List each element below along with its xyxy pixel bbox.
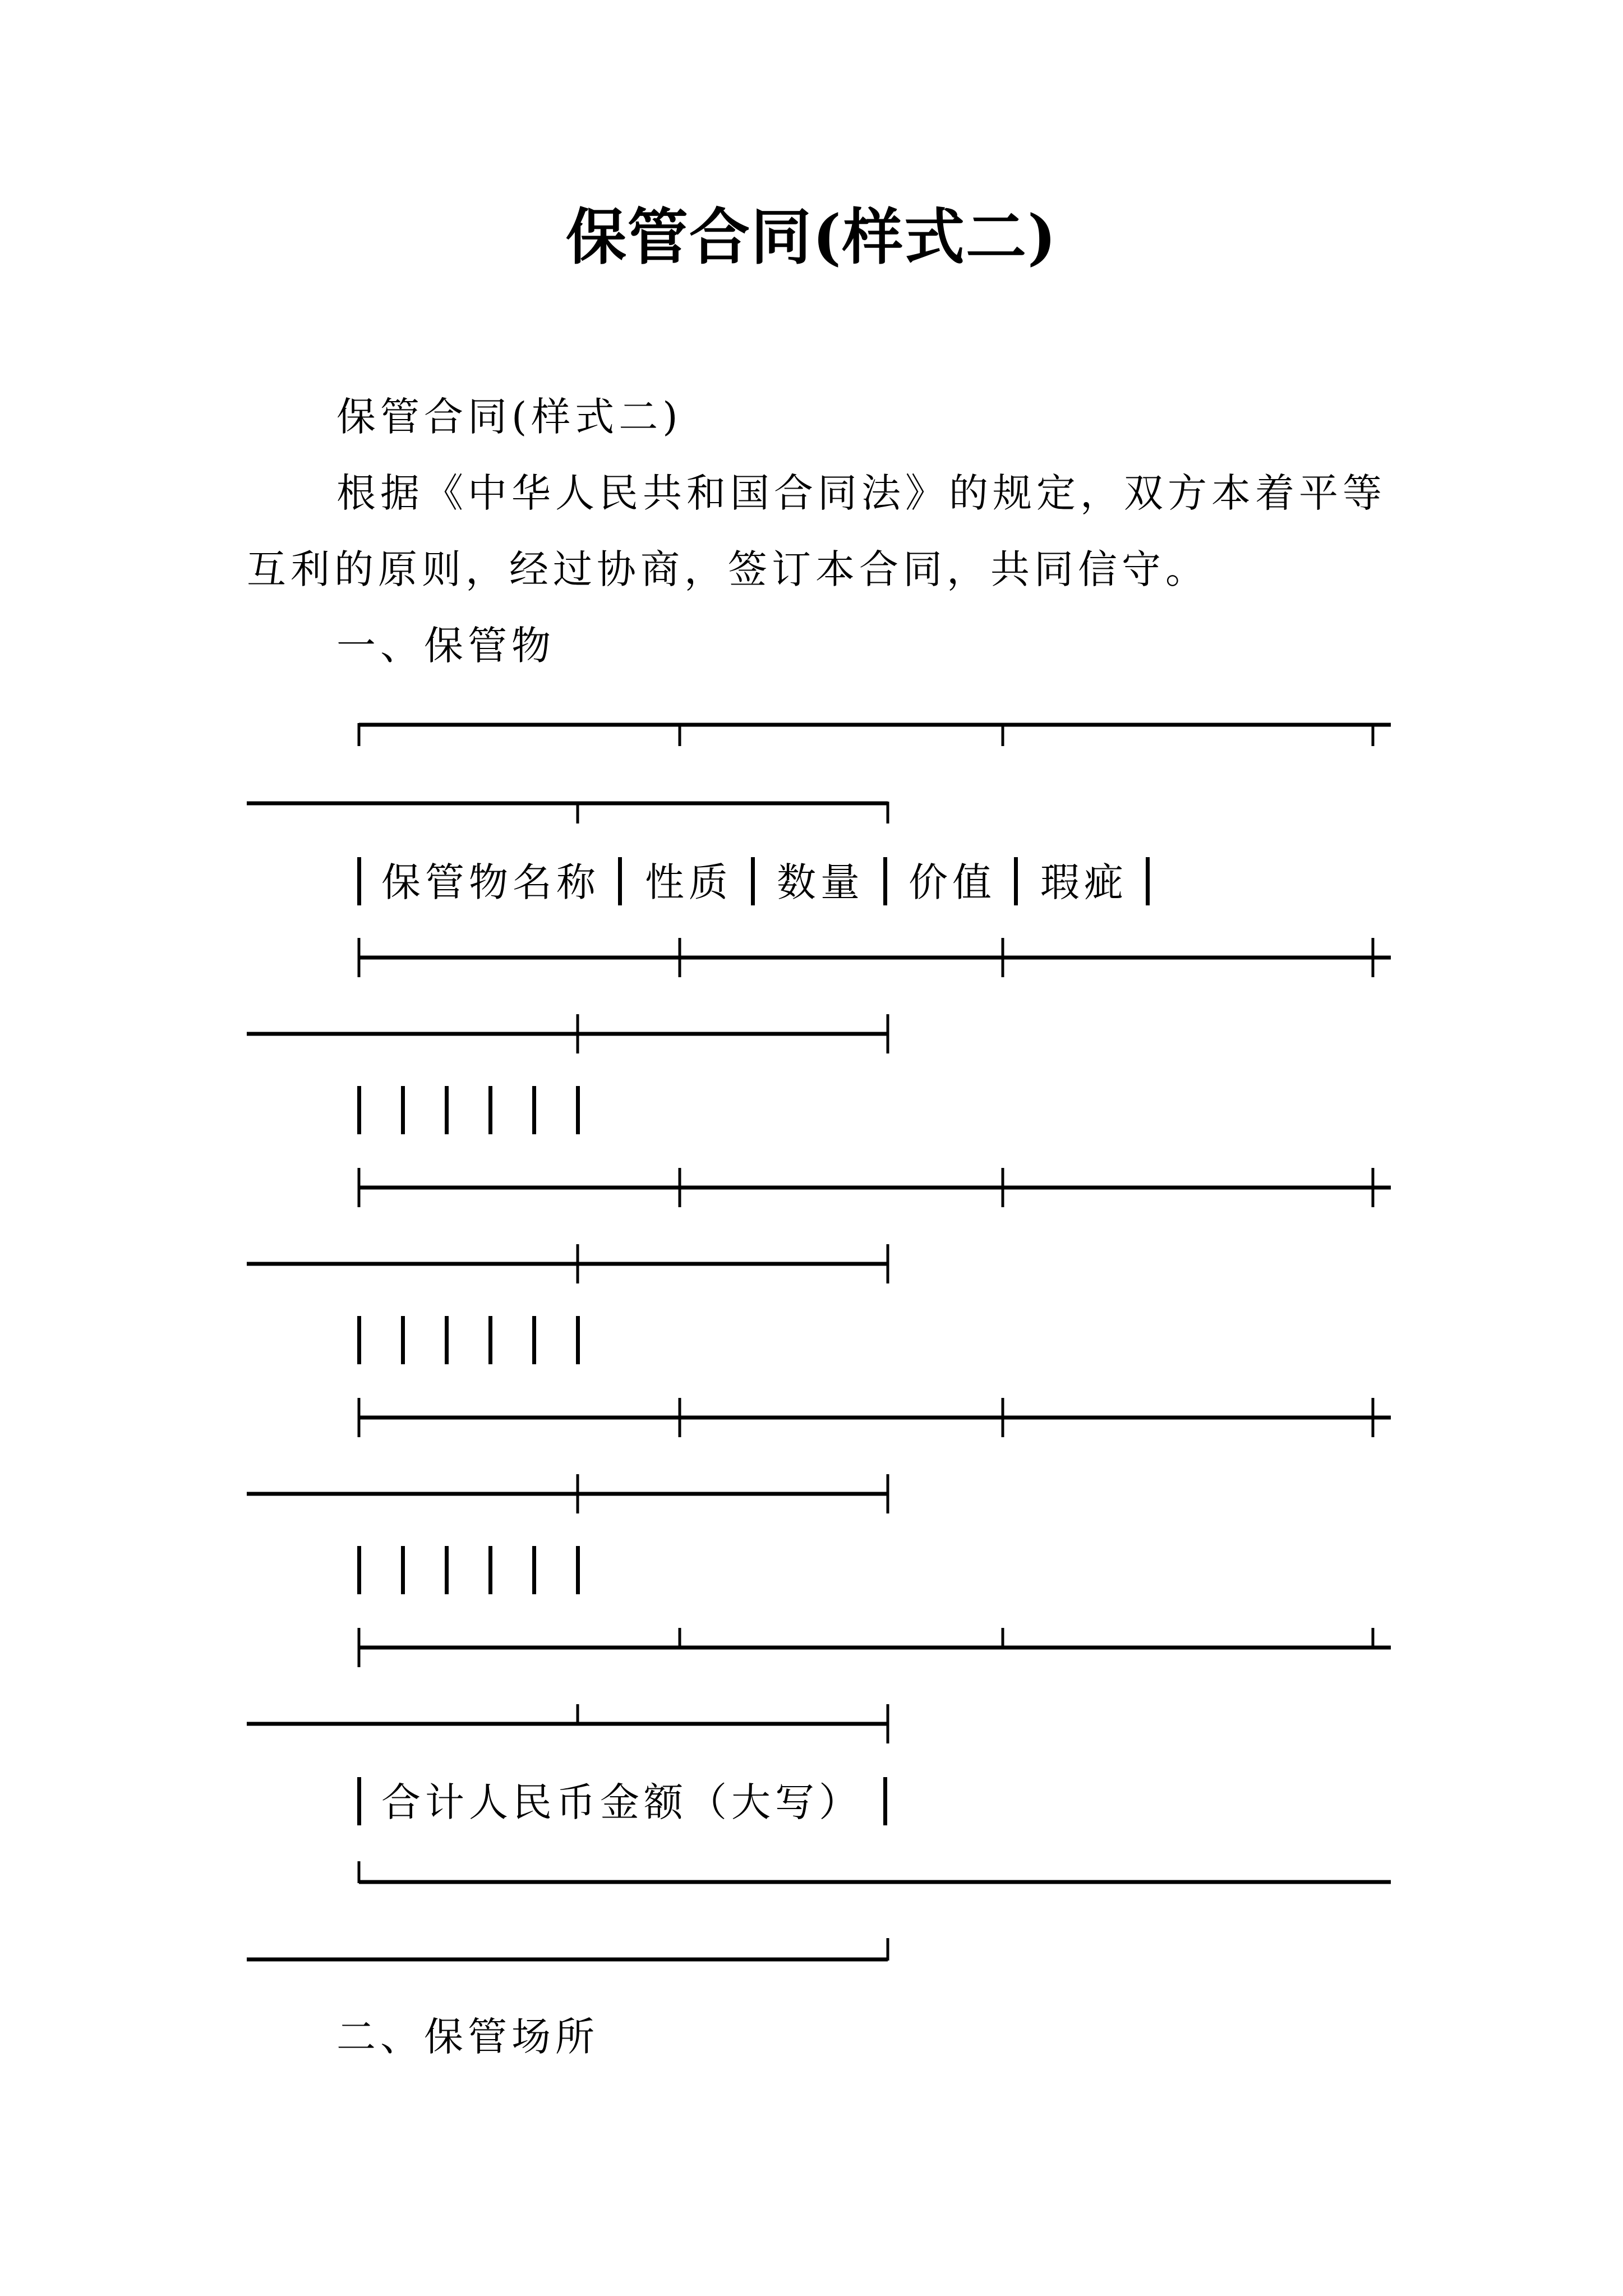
section1-heading: 一、保管物 — [336, 623, 555, 669]
cell-border — [488, 1316, 492, 1364]
cell-border — [576, 1546, 580, 1594]
intro-line-2: 互利的原则，经过协商，签订本合同，共同信守。 — [247, 546, 1209, 592]
cell-border — [883, 1777, 887, 1825]
cell-border — [576, 1316, 580, 1364]
header-name: 保管物名称 — [381, 859, 600, 905]
cell-border — [357, 1777, 361, 1825]
cell-border — [488, 1086, 492, 1134]
table-row — [357, 1316, 361, 1364]
section2-heading: 二、保管场所 — [336, 2014, 599, 2060]
cell-border — [532, 1546, 536, 1594]
cell-border — [532, 1316, 536, 1364]
cell-border — [883, 857, 887, 905]
table-row — [357, 1086, 361, 1134]
document-title: 保管合同(样式二) — [565, 202, 1058, 273]
cell-border — [1014, 857, 1018, 905]
total-label: 合计人民币金额（大写） — [381, 1779, 863, 1825]
header-nature: 性质 — [645, 859, 732, 905]
header-defect: 瑕疵 — [1040, 859, 1128, 905]
cell-border — [401, 1316, 405, 1364]
cell-border — [445, 1316, 449, 1364]
header-value: 价值 — [909, 859, 996, 905]
table-row — [357, 1546, 361, 1594]
cell-border — [401, 1546, 405, 1594]
cell-border — [532, 1086, 536, 1134]
cell-border — [357, 857, 361, 905]
cell-border — [488, 1546, 492, 1594]
cell-border — [618, 857, 622, 905]
header-quantity: 数量 — [777, 859, 864, 905]
cell-border — [751, 857, 755, 905]
intro-line-1: 根据《中华人民共和国合同法》的规定，双方本着平等 — [336, 470, 1386, 516]
cell-border — [445, 1546, 449, 1594]
cell-border — [576, 1086, 580, 1134]
cell-border — [401, 1086, 405, 1134]
subtitle: 保管合同(样式二) — [336, 394, 683, 440]
cell-border — [1146, 857, 1150, 905]
cell-border — [445, 1086, 449, 1134]
